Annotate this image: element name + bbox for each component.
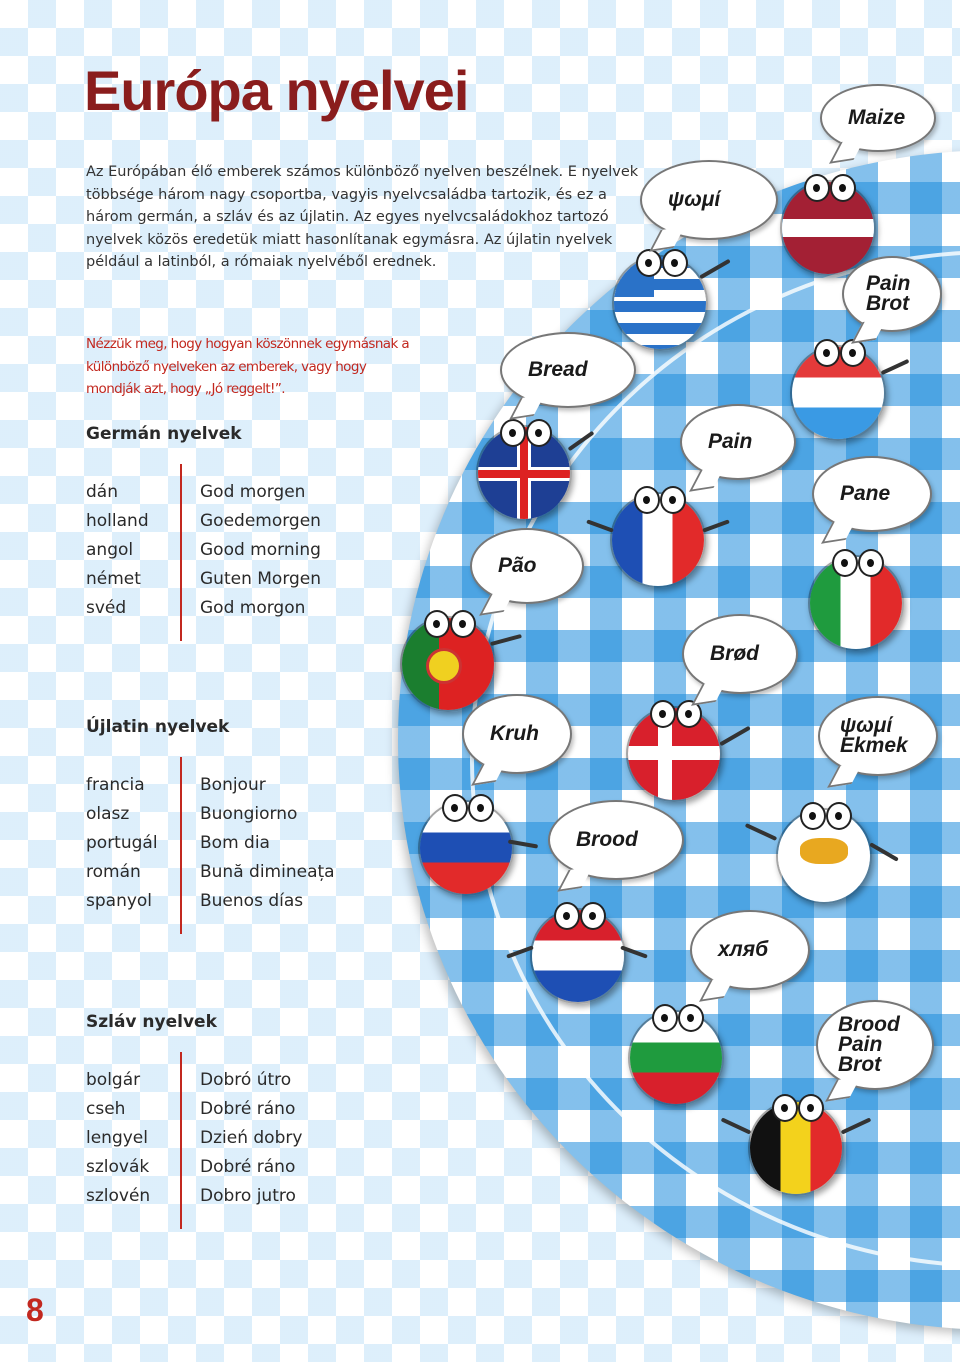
language-name: spanyol [86, 891, 153, 911]
table-row [86, 569, 386, 598]
greeting: Dobró útro [200, 1070, 292, 1090]
bubble-text: Pane [840, 482, 891, 505]
language-name: bolgár [86, 1070, 141, 1090]
speech-bubble [818, 696, 938, 776]
portugal-flag-ball-icon [400, 616, 496, 712]
language-name: olasz [86, 804, 130, 824]
speech-bubble [842, 256, 942, 332]
table-row [86, 511, 386, 540]
language-name: cseh [86, 1099, 126, 1119]
slovenia-flag-ball-icon [418, 800, 514, 896]
bubble-text: ψωμί [668, 188, 721, 211]
greeting: Good morning [200, 540, 321, 560]
greeting: Dzień dobry [200, 1128, 303, 1148]
speech-bubble [680, 404, 796, 480]
language-name: szlovák [86, 1157, 150, 1177]
speech-bubble [816, 1000, 934, 1090]
slavic-table [86, 1070, 386, 1215]
table-row [86, 1099, 386, 1128]
language-name: holland [86, 511, 149, 531]
greeting: Buenos días [200, 891, 304, 911]
bubble-text: Pain Brot [866, 272, 911, 315]
section-title-slavic: Szláv nyelvek [86, 1012, 217, 1032]
language-name: dán [86, 482, 118, 502]
speech-bubble [820, 84, 936, 152]
greeting: Buongiorno [200, 804, 298, 824]
speech-bubble [548, 800, 684, 880]
speech-bubble [462, 694, 572, 774]
table-row [86, 482, 386, 511]
page-number: 8 [26, 1292, 44, 1328]
section-title-germanic: Germán nyelvek [86, 424, 242, 444]
table-row [86, 1128, 386, 1157]
table-row [86, 862, 386, 891]
greeting: Dobré ráno [200, 1157, 296, 1177]
greeting: God morgon [200, 598, 306, 618]
table-row [86, 891, 386, 920]
language-name: szlovén [86, 1186, 151, 1206]
speech-bubble [812, 456, 932, 532]
bubble-text: Kruh [490, 722, 539, 745]
table-row [86, 833, 386, 862]
uk-flag-ball-icon [476, 425, 572, 521]
speech-bubble [500, 332, 636, 408]
greeting: Goedemorgen [200, 511, 321, 531]
bubble-text: ψωμί Ekmek [840, 714, 908, 757]
language-name: lengyel [86, 1128, 148, 1148]
greeting: Dobro jutro [200, 1186, 296, 1206]
page-title: Európa nyelvei [84, 59, 469, 122]
latvia-flag-ball-icon [780, 180, 876, 276]
greeting: Guten Morgen [200, 569, 322, 589]
greeting: Dobré ráno [200, 1099, 296, 1119]
bubble-text: хляб [718, 938, 769, 961]
greeting: Bonjour [200, 775, 266, 795]
language-name: svéd [86, 598, 127, 618]
speech-bubble [640, 160, 778, 240]
greeting: God morgen [200, 482, 306, 502]
bubble-text: Brood Pain Brot [838, 1013, 900, 1076]
intro-paragraph: Az Európában élő emberek számos különböző nyelven beszélnek. E nyelvek többsége három nagy csoportba, vagyis nyelvcsaládba tartozik, és ez a három germán, a szláv és az újlatin. Az egyes nyelvcsaládokhoz tartozó nyelvek közös eredetük miatt hasonlítanak egymásra. Az újlatin nyelvek például a latinból, a rómaiak nyelvéből erednek. [86, 164, 639, 271]
language-name: angol [86, 540, 134, 560]
table-row [86, 1070, 386, 1099]
bubble-text: Maize [848, 106, 906, 129]
language-name: portugál [86, 833, 158, 853]
romance-table [86, 775, 386, 920]
bubble-text: Brood [576, 828, 638, 851]
france-flag-ball-icon [610, 492, 706, 588]
language-name: francia [86, 775, 145, 795]
belgium-flag-ball-icon [748, 1100, 844, 1196]
cyprus-flag-ball-icon [776, 808, 872, 904]
greece-flag-ball-icon [612, 255, 708, 351]
speech-bubble [470, 528, 584, 604]
germanic-table [86, 482, 386, 627]
bubble-text: Brød [710, 642, 759, 665]
table-row [86, 1186, 386, 1215]
section-title-romance: Újlatin nyelvek [86, 717, 230, 737]
bubble-text: Bread [528, 358, 588, 381]
table-row [86, 598, 386, 627]
greeting: Bună dimineața [200, 862, 335, 882]
denmark-flag-ball-icon [626, 706, 722, 802]
bubble-text: Pão [498, 554, 537, 577]
prompt-text: Nézzük meg, hogy hogyan köszönnek egymásnak a különböző nyelveken az emberek, vagy hogy mondják azt, hogy „Jó reggelt!”. [86, 336, 410, 398]
table-row [86, 540, 386, 569]
luxembourg-flag-ball-icon [790, 345, 886, 441]
bubble-text: Pain [708, 430, 753, 453]
netherlands-flag-ball-icon [530, 908, 626, 1004]
table-row [86, 804, 386, 833]
language-name: román [86, 862, 141, 882]
bulgaria-flag-ball-icon [628, 1010, 724, 1106]
speech-bubble [682, 614, 798, 694]
table-row [86, 775, 386, 804]
speech-bubble [690, 910, 810, 990]
italy-flag-ball-icon [808, 555, 904, 651]
language-name: német [86, 569, 141, 589]
table-row [86, 1157, 386, 1186]
greeting: Bom dia [200, 833, 270, 853]
